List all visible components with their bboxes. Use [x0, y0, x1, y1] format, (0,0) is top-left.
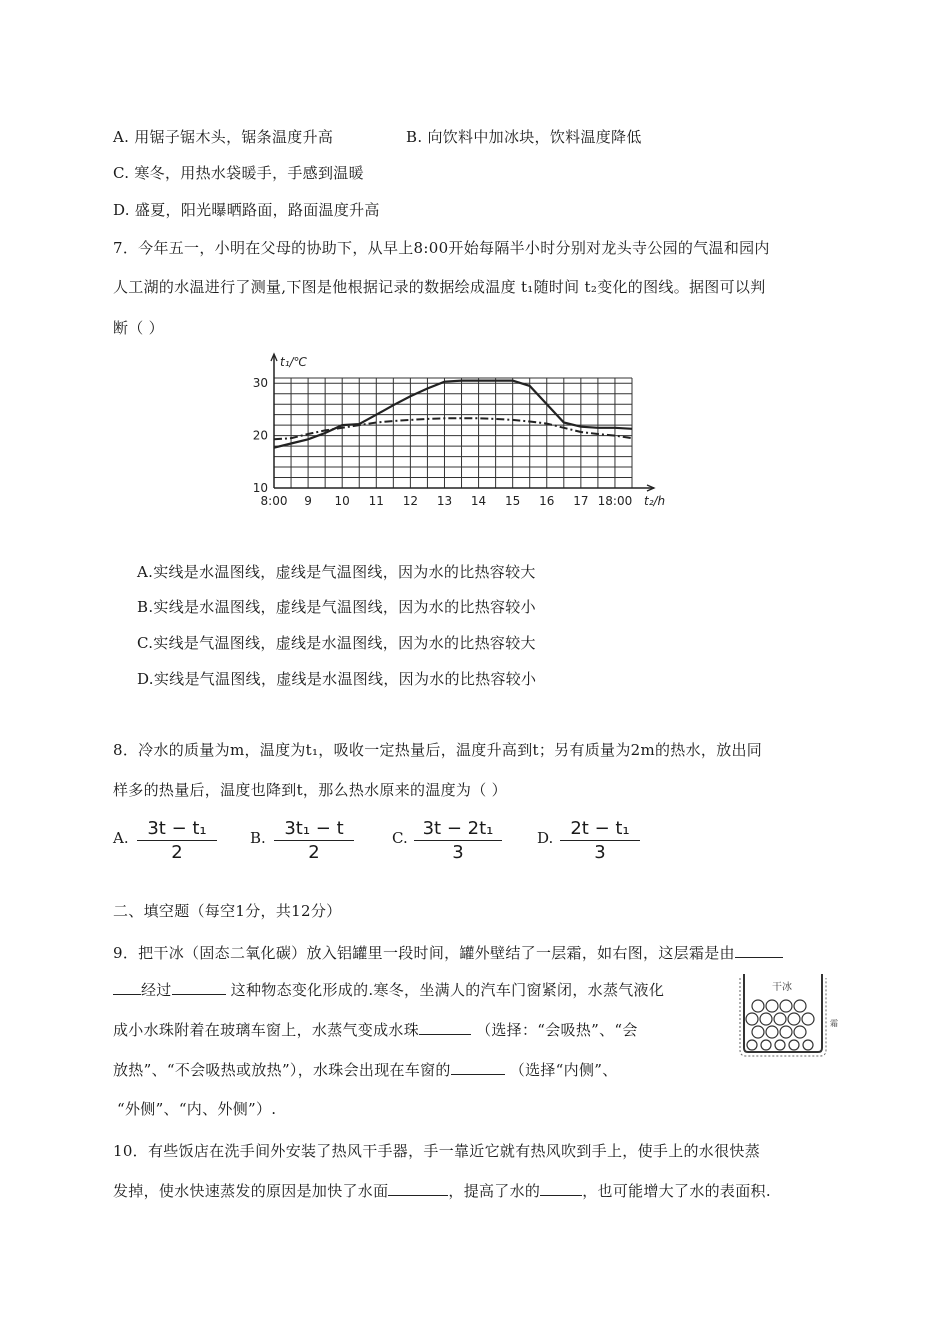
x-tick-label: 8:00 [260, 494, 288, 508]
q7-option-c: C.实线是气温图线，虚线是水温图线，因为水的比热容较大 [137, 634, 536, 652]
q8-option-d-label: D. [537, 829, 554, 847]
q8-stem-line1: 8．冷水的质量为m，温度为t₁，吸收一定热量后，温度升高到t；另有质量为2m的热水，放出同 [113, 741, 763, 759]
q8-option-c-numerator: 3t − 2t₁ [414, 818, 502, 841]
x-tick-label: 16 [539, 494, 555, 508]
q7-option-a: A.实线是水温图线，虚线是气温图线，因为水的比热容较大 [137, 563, 536, 581]
q6-option-b: B. 向饮料中加冰块，饮料温度降低 [406, 128, 642, 146]
q8-option-b-fraction [274, 818, 354, 865]
x-tick-label: 13 [436, 494, 453, 508]
frost-label: 霜 [830, 1019, 838, 1028]
q10-text: ，提高了水的 [448, 1182, 541, 1200]
temperature-chart [240, 352, 690, 522]
x-tick-label: 11 [368, 494, 384, 508]
q8-option-c-fraction [414, 818, 502, 865]
q8-option-c-label: C. [392, 829, 408, 847]
q8-stem-line2: 样多的热量后，温度也降到t，那么热水原来的温度为（ ） [113, 781, 507, 799]
q9-blank-3[interactable] [419, 1020, 471, 1035]
q8-option-a-denominator: 2 [171, 842, 183, 863]
q8-option-b-denominator: 2 [308, 842, 320, 863]
q8-option-b-label: B. [250, 829, 266, 847]
x-tick-label: 15 [505, 494, 521, 508]
q9-text: （选择“内侧”、 [504, 1061, 618, 1079]
q6-option-d: D. 盛夏，阳光曝晒路面，路面温度升高 [113, 201, 380, 219]
q9-line5: “外侧”、“内、外侧”）. [117, 1100, 277, 1118]
q9-line2 [113, 979, 664, 1000]
x-tick-label: 9 [304, 494, 312, 508]
solid-series-line [274, 381, 632, 448]
q9-blank-2[interactable] [172, 980, 226, 995]
q9-blank-1b[interactable] [113, 980, 141, 995]
q9-text: 成小水珠附着在玻璃车窗上，水蒸气变成水珠 [113, 1021, 420, 1039]
dry-ice-can-figure [732, 968, 842, 1058]
q9-text: 这种物态变化形成的.寒冬，坐满人的汽车门窗紧闭，水蒸气液化 [225, 981, 665, 999]
dashed-series-line [274, 418, 632, 439]
q9-text: 经过 [141, 981, 172, 999]
q9-text: 放热”、“不会吸热或放热”），水珠会出现在车窗的 [113, 1061, 451, 1079]
q7-option-d: D.实线是气温图线，虚线是水温图线，因为水的比热容较小 [137, 670, 537, 688]
x-tick-label: 12 [402, 494, 419, 508]
q8-option-c-denominator: 3 [452, 842, 464, 863]
q7-option-b: B.实线是水温图线，虚线是气温图线，因为水的比热容较小 [137, 598, 536, 616]
q7-stem-line2: 人工湖的水温进行了测量,下图是他根据记录的数据绘成温度 t₁随时间 t₂变化的图线。据图可以判 [113, 278, 766, 296]
x-tick-label: 10 [334, 494, 350, 508]
x-tick-label: 18:00 [597, 494, 633, 508]
x-tick-label: 17 [573, 494, 589, 508]
q8-option-a-label: A. [113, 829, 129, 847]
q8-option-d-fraction [560, 818, 640, 865]
q10-text: ，也可能增大了水的表面积. [582, 1182, 771, 1200]
q9-text: 9．把干冰（固态二氧化碳）放入铝罐里一段时间，罐外壁结了一层霜，如右图，这层霜是由 [113, 944, 735, 962]
q9-line3 [113, 1019, 638, 1040]
q10-text: 发掉，使水快速蒸发的原因是加快了水面 [113, 1182, 389, 1200]
q10-line2 [113, 1180, 771, 1201]
y-tick-label: 20 [252, 428, 268, 443]
q9-text: （选择：“会吸热”、“会 [471, 1021, 638, 1039]
q6-option-a: A. 用锯子锯木头，锯条温度升高 [113, 128, 334, 146]
y-axis-label: t₁/℃ [280, 355, 308, 369]
q8-option-a-fraction [137, 818, 217, 865]
q10-blank-1[interactable] [388, 1181, 448, 1196]
q10-line1: 10．有些饭店在洗手间外安装了热风干手器，手一靠近它就有热风吹到手上，使手上的水很快蒸 [113, 1142, 760, 1160]
y-tick-label: 10 [252, 481, 268, 495]
q8-option-d-denominator: 3 [594, 842, 606, 863]
q7-stem-line3: 断（ ） [113, 319, 164, 337]
q8-option-d-numerator: 2t − t₁ [560, 818, 640, 841]
q8-option-a-numerator: 3t − t₁ [137, 818, 217, 841]
section-heading: 二、填空题（每空1分，共12分） [113, 902, 342, 920]
q9-blank-1a[interactable] [735, 943, 783, 958]
q6-option-c: C. 寒冬，用热水袋暖手，手感到温暖 [113, 164, 364, 182]
dry-ice-label: 干冰 [772, 982, 792, 993]
q9-blank-4[interactable] [451, 1060, 505, 1075]
q10-blank-2[interactable] [540, 1181, 582, 1196]
q9-line4 [113, 1059, 618, 1080]
q9-line1 [113, 942, 783, 963]
q7-stem-line1: 7．今年五一，小明在父母的协助下，从早上8:00开始每隔半小时分别对龙头寺公园的气温和园内 [113, 239, 770, 257]
y-tick-label: 30 [252, 376, 268, 391]
x-tick-label: 14 [470, 494, 487, 508]
x-axis-label: t₂/h [644, 494, 666, 508]
q8-option-b-numerator: 3t₁ − t [274, 818, 354, 841]
